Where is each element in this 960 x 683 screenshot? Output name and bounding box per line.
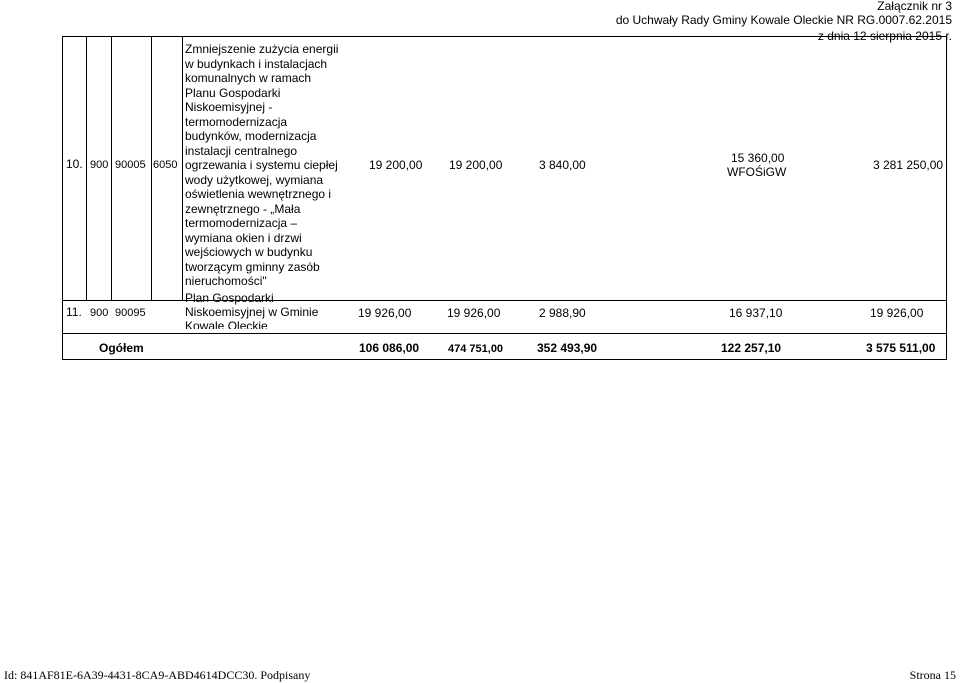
description-line: w budynkach i instalacjach xyxy=(185,56,328,71)
attachment-number: Załącznik nr 3 xyxy=(877,0,952,13)
row-11-lp: 11. xyxy=(66,305,82,319)
col-divider xyxy=(182,37,183,300)
row-11-amount-4: 16 937,10 xyxy=(729,306,783,320)
description-line: Plan Gospodarki xyxy=(185,291,274,305)
description-line: zewnętrznego - „Mała xyxy=(185,201,301,216)
resolution-date: z dnia 12 sierpnia 2015 r. xyxy=(817,29,952,43)
total-amount-1: 106 086,00 xyxy=(359,341,420,355)
investment-table xyxy=(62,36,947,360)
row-10-funding-source: WFOŚiGW xyxy=(727,165,787,179)
description-line: wymiana okien i drzwi xyxy=(185,230,302,245)
description-line: komunalnych w ramach xyxy=(185,71,312,85)
description-line: Planu Gospodarki xyxy=(185,85,281,100)
row-10-amount-3: 3 840,00 xyxy=(539,158,586,172)
description-line: Niskoemisyjnej w Gminie xyxy=(185,305,319,319)
total-label: Ogółem xyxy=(99,341,144,355)
description-line: wejściowych w budynku xyxy=(185,245,313,259)
row-divider xyxy=(63,333,946,334)
row-10-lp: 10. xyxy=(66,157,83,171)
description-line: ogrzewania i systemu ciepłej xyxy=(185,158,338,172)
row-10-amount-1: 19 200,00 xyxy=(369,158,423,172)
description-line: Zmniejszenie zużycia energii xyxy=(185,42,339,56)
description-line: termomodernizacja – xyxy=(185,216,298,230)
description-line: Niskoemisyjnej - xyxy=(185,100,273,114)
description-line: wody użytkowej, wymiana xyxy=(185,172,324,187)
row-10-amount-5: 3 281 250,00 xyxy=(873,158,944,172)
row-11-dzial: 900 xyxy=(90,307,109,319)
resolution-reference: do Uchwały Rady Gminy Kowale Oleckie NR RG.0007.62.2015 xyxy=(615,13,952,27)
page-number: Strona 15 xyxy=(909,668,956,682)
col-divider xyxy=(111,37,112,300)
description-line: termomodernizacja xyxy=(185,114,288,129)
row-11-amount-3: 2 988,90 xyxy=(539,306,586,320)
row-11-description xyxy=(185,291,318,329)
row-11-amount-1: 19 926,00 xyxy=(358,306,412,320)
description-line: oświetlenia wewnętrznego i xyxy=(185,187,332,201)
description-line: budynków, modernizacja xyxy=(185,129,317,143)
row-10-amount-4: 15 360,00 xyxy=(731,151,785,165)
total-amount-5: 3 575 511,00 xyxy=(866,341,936,355)
row-10-dzial: 900 xyxy=(90,159,109,171)
total-amount-4: 122 257,10 xyxy=(721,341,782,355)
row-10-description xyxy=(185,42,338,289)
document-id: Id: 841AF81E-6A39-4431-8CA9-ABD4614DCC30. Podpisany xyxy=(4,668,311,682)
row-11-amount-5: 19 926,00 xyxy=(870,306,924,320)
description-line: nieruchomości" xyxy=(185,274,267,288)
total-amount-3: 352 493,90 xyxy=(537,341,598,355)
row-11-amount-2: 19 926,00 xyxy=(447,306,501,320)
row-10-paragraf: 6050 xyxy=(153,159,178,171)
description-line: Kowale Oleckie xyxy=(185,319,268,329)
col-divider xyxy=(86,37,87,300)
row-11-rozdzial: 90095 xyxy=(115,307,146,319)
row-10-amount-2: 19 200,00 xyxy=(449,158,503,172)
total-amount-2: 474 751,00 xyxy=(448,343,504,355)
col-divider xyxy=(151,37,152,300)
description-line: instalacji centralnego xyxy=(185,143,298,158)
row-10-rozdzial: 90005 xyxy=(115,159,146,171)
description-line: tworzącym gminny zasób xyxy=(185,259,320,274)
